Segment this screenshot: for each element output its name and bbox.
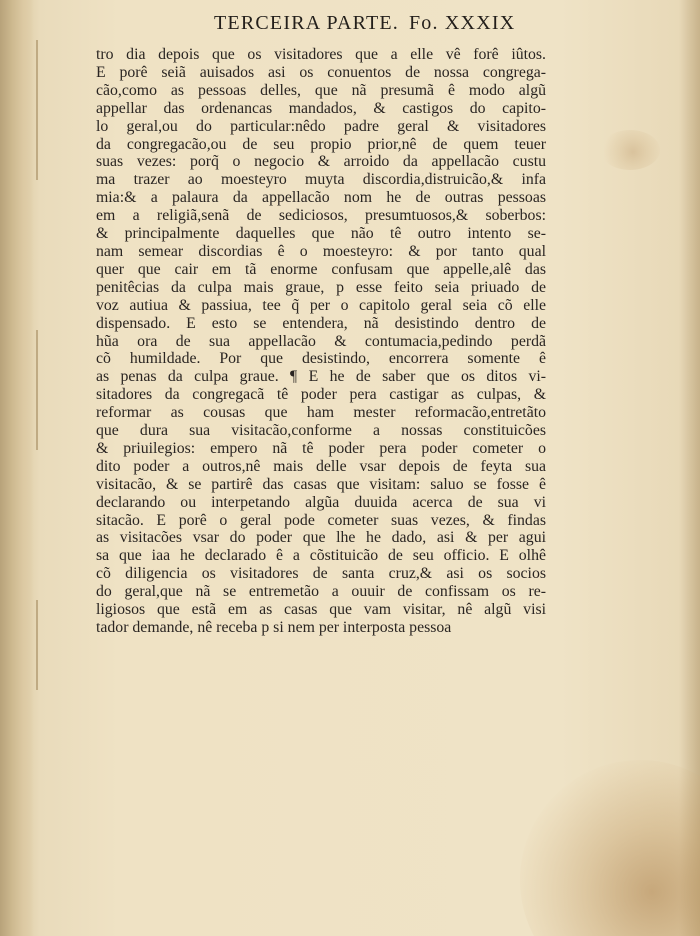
text-line: ligiosos que estã em as casas que vam visitar, nê algũ visi [96,601,546,619]
text-line: declarando ou interpetando algũa duuida acerca de sua vi [96,493,546,511]
text-line: visitacão, & se partirê das casas que visitam: saluo se fosse ê [96,475,546,493]
text-line: dito poder a outros,nê mais delle vsar depois de feyta sua [96,457,546,475]
water-stain [520,760,700,936]
text-line: voz autiua & passiua, tee q̃ per o capitolo geral seia cõ elle [96,296,546,314]
text-line: reformar as cousas que ham mester reformacão,entretãto [96,404,546,422]
water-stain [600,130,660,170]
running-title: TERCEIRA PARTE. [214,12,399,34]
text-line: as visitacões vsar do poder que lhe he dado, asi & per agui [96,529,546,547]
text-line: tador demande, nê receba p si nem per interposta pessoa [96,619,452,636]
text-line: ma trazer ao moesteyro muyta discordia,distruicão,& infa [96,171,546,189]
text-line: cõ humildade. Por que desistindo, encorrera somente ê [96,350,546,368]
text-line: sa que iaa he declarado ê a cõstituicão de seu officio. E olhê [96,547,546,565]
text-line: as penas da culpa graue. ¶ E he de saber que os ditos vi- [96,368,546,386]
text-line: E porê seiã auisados asi os conuentos de nossa congrega- [96,63,546,81]
text-line: lo geral,ou do particular:nêdo padre geral & visitadores [96,117,546,135]
text-line: cão,como as pessoas delles, que nã presumã ê modo algũ [96,81,546,99]
text-line: hũa ora de sua appellacão & contumacia,pedindo perdã [96,332,546,350]
text-line: suas vezes: porq̃ o negocio & arroido da appellacão custu [96,153,546,171]
text-line: mia:& a palaura da appellacão nom he de outras pessoas [96,189,546,207]
text-line: em a religiã,senã de sediciosos, presumtuosos,& soberbos: [96,207,546,225]
text-line: cõ diligencia os visitadores de santa cruz,& asi os socios [96,565,546,583]
text-line: sitacão. E porê o geral pode cometer suas vezes, & findas [96,511,546,529]
text-line: & priuilegios: empero nã tê poder pera poder cometer o [96,439,546,457]
text-line: penitêcias da culpa mais graue, p esse feito seia priuado de [96,278,546,296]
text-line: do geral,que nã se entremetão a ouuir de confissam os re- [96,583,546,601]
text-line: & principalmente daquelles que não tê outro intento se- [96,225,546,243]
binding-thread [36,40,38,180]
binding-gutter [0,0,34,936]
text-line: nam semear discordias ê o moesteyro: & por tanto qual [96,242,546,260]
binding-thread [36,330,38,450]
text-line: da congregacão,ou de seu propio prior,nê de quem teuer [96,135,546,153]
text-line: appellar das ordenancas mandados, & castigos do capito- [96,99,546,117]
running-header [214,12,564,35]
text-line: sitadores da congregacã tê poder pera castigar as culpas, & [96,386,546,404]
text-line: dispensado. E esto se entendera, nã desistindo dentro de [96,314,546,332]
text-line: quer que cair em tã enorme confusam que appelle,alê das [96,260,546,278]
text-line: que dura sua visitacão,conforme a nossas constituicões [96,422,546,440]
folio-number: Fo. XXXIX [408,12,516,34]
body-text [96,46,546,637]
binding-thread [36,600,38,690]
text-line: tro dia depois que os visitadores que a elle vê forê iûtos. [96,46,546,63]
